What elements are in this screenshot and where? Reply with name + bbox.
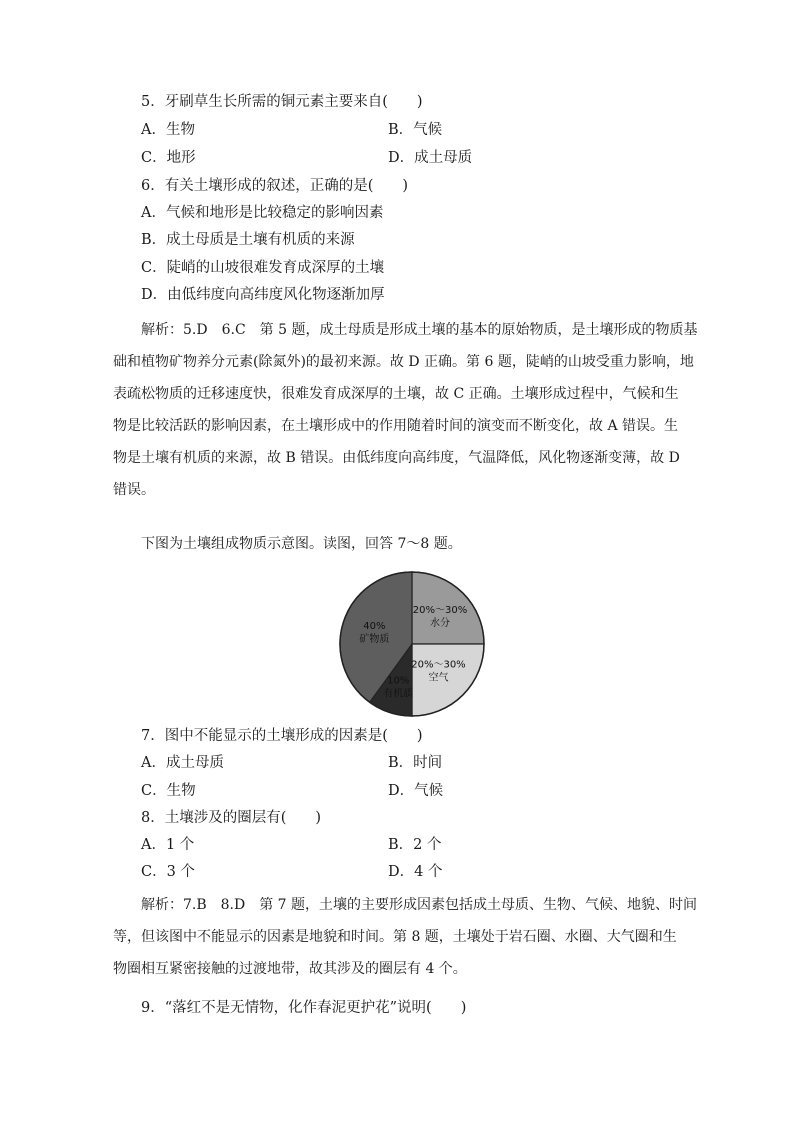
pie-value-label: 40%	[363, 620, 386, 632]
pie-category-label: 空气	[428, 672, 449, 684]
q8-option-b: B．2 个	[388, 837, 442, 853]
chart-intro: 下图为土壤组成物质示意图。读图，回答 7～8 题。	[141, 536, 462, 552]
q6-option-d: D．由低纬度向高纬度风化物逐渐加厚	[141, 287, 385, 303]
explanation2-line: 等，但该图中不能显示的因素是地貌和时间。第 8 题，土壤处于岩石圈、水圈、大气圈和生	[113, 929, 677, 945]
q8-stem: 8．土壤涉及的圈层有( )	[141, 810, 322, 826]
q7-option-b: B．时间	[388, 755, 443, 771]
q7-option-c: C．生物	[141, 783, 196, 799]
soil-composition-pie-chart	[336, 568, 488, 720]
pie-category-label: 矿物质	[359, 633, 390, 645]
q7-option-d: D．气候	[388, 783, 444, 799]
q5-option-c: C．地形	[141, 150, 196, 166]
q6-option-b: B．成土母质是土壤有机质的来源	[141, 232, 355, 248]
explanation1-line: 解析：5.D 6.C 第 5 题，成土母质是形成土壤的基本的原始物质，是土壤形成的物质基	[141, 322, 698, 338]
q5-stem: 5．牙刷草生长所需的铜元素主要来自( )	[141, 94, 423, 110]
q9-stem: 9．“落红不是无情物，化作春泥更护花”说明( )	[141, 1000, 467, 1016]
explanation1-line: 础和植物矿物养分元素(除氮外)的最初来源。故 D 正确。第 6 题，陡峭的山坡受重力影响，地	[113, 354, 694, 370]
explanation1-line: 物是比较活跃的影响因素，在土壤形成中的作用随着时间的演变而不断变化，故 A 错误。生	[113, 418, 679, 434]
pie-value-label: 10%	[387, 675, 410, 687]
explanation1-line: 错误。	[113, 482, 155, 498]
pie-category-label: 有机质	[383, 688, 414, 700]
pie-category-label: 水分	[430, 617, 451, 629]
pie-value-label: 20%～30%	[411, 659, 466, 671]
q5-option-d: D．成土母质	[388, 150, 473, 166]
q6-stem: 6．有关土壤形成的叙述，正确的是( )	[141, 178, 409, 194]
q5-option-b: B．气候	[388, 122, 443, 138]
explanation1-line: 表疏松物质的迁移速度快，很难发育成深厚的土壤，故 C 正确。土壤形成过程中，气候和生	[113, 386, 679, 402]
explanation2-line: 物圈相互紧密接触的过渡地带，故其涉及的圈层有 4 个。	[113, 961, 467, 977]
q8-option-d: D．4 个	[388, 864, 443, 880]
q7-stem: 7．图中不能显示的土壤形成的因素是( )	[141, 728, 423, 744]
q6-option-c: C．陡峭的山坡很难发育成深厚的土壤	[141, 260, 385, 276]
q8-option-c: C．3 个	[141, 864, 195, 880]
explanation2-line: 解析：7.B 8.D 第 7 题，土壤的主要形成因素包括成土母质、生物、气候、地貌、时间	[141, 897, 698, 913]
pie-value-label: 20%～30%	[412, 604, 468, 616]
explanation1-line: 物是土壤有机质的来源，故 B 错误。由低纬度向高纬度，气温降低，风化物逐渐变薄，故 D	[113, 450, 680, 466]
q8-option-a: A．1 个	[141, 837, 195, 853]
q7-option-a: A．成土母质	[141, 755, 224, 771]
q6-option-a: A．气候和地形是比较稳定的影响因素	[141, 205, 384, 221]
q5-option-a: A．生物	[141, 122, 195, 138]
